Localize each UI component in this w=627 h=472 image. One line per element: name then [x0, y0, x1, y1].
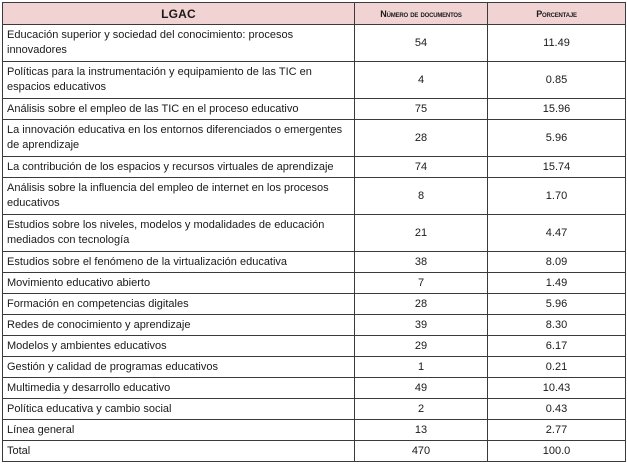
- percentage-cell: 1.70: [488, 178, 626, 215]
- lgac-cell: Multimedia y desarrollo educativo: [3, 378, 355, 399]
- table-row: [3, 99, 626, 120]
- lgac-cell: Línea general: [3, 420, 355, 441]
- table-row: [3, 25, 626, 62]
- table-row: [3, 315, 626, 336]
- percentage-cell: 2.77: [488, 420, 626, 441]
- table-row: [3, 378, 626, 399]
- document-count-cell: 4: [355, 62, 488, 99]
- document-count-cell: 2: [355, 399, 488, 420]
- lgac-cell: Política educativa y cambio social: [3, 399, 355, 420]
- table-row: [3, 178, 626, 215]
- percentage-cell: 8.09: [488, 252, 626, 273]
- lgac-cell: Análisis sobre el empleo de las TIC en el proceso educativo: [3, 99, 355, 120]
- percentage-cell: 0.85: [488, 62, 626, 99]
- lgac-cell: Gestión y calidad de programas educativos: [3, 357, 355, 378]
- header-lgac: LGAC: [3, 3, 355, 25]
- header-percentage: Porcentaje: [488, 3, 626, 25]
- lgac-cell: Modelos y ambientes educativos: [3, 336, 355, 357]
- table-row: [3, 120, 626, 157]
- document-count-cell: 8: [355, 178, 488, 215]
- table-row: [3, 273, 626, 294]
- lgac-cell: Movimiento educativo abierto: [3, 273, 355, 294]
- table-row: [3, 336, 626, 357]
- document-count-cell: 54: [355, 25, 488, 62]
- lgac-documents-table: [2, 2, 626, 462]
- document-count-cell: 21: [355, 215, 488, 252]
- lgac-cell: La contribución de los espacios y recursos virtuales de aprendizaje: [3, 157, 355, 178]
- total-row: [3, 441, 626, 462]
- table-body: [3, 25, 626, 462]
- table-header: [3, 3, 626, 25]
- document-count-cell: 28: [355, 294, 488, 315]
- table-row: [3, 420, 626, 441]
- table-row: [3, 157, 626, 178]
- document-count-cell: 1: [355, 357, 488, 378]
- table-row: [3, 357, 626, 378]
- table-row: [3, 252, 626, 273]
- percentage-cell: 8.30: [488, 315, 626, 336]
- document-count-cell: 29: [355, 336, 488, 357]
- lgac-cell: Políticas para la instrumentación y equipamiento de las TIC en espacios educativos: [3, 62, 355, 99]
- percentage-cell: 0.43: [488, 399, 626, 420]
- document-count-cell: 74: [355, 157, 488, 178]
- document-count-cell: 39: [355, 315, 488, 336]
- document-count-cell: 49: [355, 378, 488, 399]
- percentage-cell: 10.43: [488, 378, 626, 399]
- header-document-count: Número de documentos: [355, 3, 488, 25]
- lgac-cell: Análisis sobre la influencia del empleo de internet en los procesos educativos: [3, 178, 355, 215]
- lgac-cell: La innovación educativa en los entornos diferenciados o emergentes de aprendizaje: [3, 120, 355, 157]
- table-row: [3, 62, 626, 99]
- percentage-cell: 0.21: [488, 357, 626, 378]
- header-row: [3, 3, 626, 25]
- document-count-cell: 470: [355, 441, 488, 462]
- table-row: [3, 215, 626, 252]
- lgac-cell: Educación superior y sociedad del conocimiento: procesos innovadores: [3, 25, 355, 62]
- percentage-cell: 4.47: [488, 215, 626, 252]
- table-row: [3, 294, 626, 315]
- percentage-cell: 5.96: [488, 294, 626, 315]
- lgac-cell: Redes de conocimiento y aprendizaje: [3, 315, 355, 336]
- document-count-cell: 28: [355, 120, 488, 157]
- lgac-cell: Formación en competencias digitales: [3, 294, 355, 315]
- documents-table-container: [2, 2, 625, 462]
- percentage-cell: 15.96: [488, 99, 626, 120]
- document-count-cell: 7: [355, 273, 488, 294]
- percentage-cell: 1.49: [488, 273, 626, 294]
- document-count-cell: 75: [355, 99, 488, 120]
- document-count-cell: 13: [355, 420, 488, 441]
- table-row: [3, 399, 626, 420]
- lgac-cell: Total: [3, 441, 355, 462]
- lgac-cell: Estudios sobre el fenómeno de la virtualización educativa: [3, 252, 355, 273]
- percentage-cell: 6.17: [488, 336, 626, 357]
- percentage-cell: 5.96: [488, 120, 626, 157]
- percentage-cell: 11.49: [488, 25, 626, 62]
- document-count-cell: 38: [355, 252, 488, 273]
- percentage-cell: 100.0: [488, 441, 626, 462]
- lgac-cell: Estudios sobre los niveles, modelos y modalidades de educación mediados con tecnología: [3, 215, 355, 252]
- percentage-cell: 15.74: [488, 157, 626, 178]
